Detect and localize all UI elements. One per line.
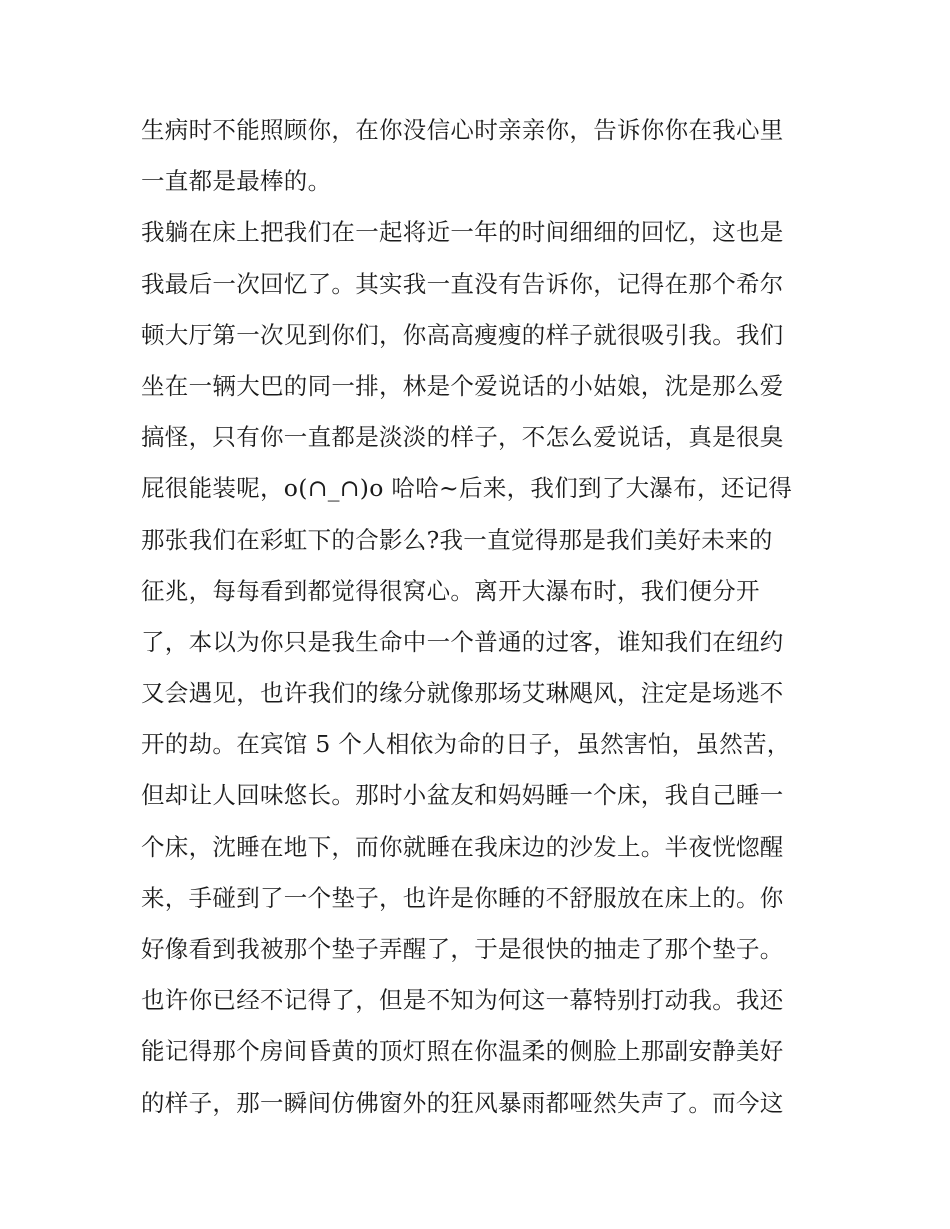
text-line-2: 一直都是最棒的。 xyxy=(141,167,332,196)
text-line-16: 来，手碰到了一个垫子，也许是你睡的不舒服放在床上的。你 xyxy=(141,883,784,912)
text-line-9: 那张我们在彩虹下的合影么?我一直觉得那是我们美好未来的 xyxy=(141,525,773,554)
text-line-1: 生病时不能照顾你，在你没信心时亲亲你，告诉你你在我心里 xyxy=(141,116,784,144)
text-line-13: 开的劫。在宾馆 5 个人相依为命的日子，虽然害怕，虽然苦， xyxy=(141,730,791,759)
text-line-12: 又会遇见，也许我们的缘分就像那场艾琳飓风，注定是场逃不 xyxy=(141,679,784,708)
text-line-10: 征兆，每每看到都觉得很窝心。离开大瀑布时，我们便分开 xyxy=(141,576,760,605)
text-line-8: 屁很能装呢，o(∩_∩)o 哈哈~后来，我们到了大瀑布，还记得 xyxy=(141,474,793,503)
text-line-17: 好像看到我被那个垫子弄醒了，于是很快的抽走了那个垫子。 xyxy=(141,935,784,963)
text-line-15: 个床，沈睡在地下，而你就睡在我床边的沙发上。半夜恍惚醒 xyxy=(141,832,784,861)
text-line-3: 我躺在床上把我们在一起将近一年的时间细细的回忆，这也是 xyxy=(141,218,784,247)
text-line-20: 的样子，那一瞬间仿佛窗外的狂风暴雨都哑然失声了。而今这 xyxy=(141,1088,784,1117)
text-line-18: 也许你已经不记得了，但是不知为何这一幕特别打动我。我还 xyxy=(141,986,784,1015)
text-line-6: 坐在一辆大巴的同一排，林是个爱说话的小姑娘，沈是那么爱 xyxy=(141,371,784,400)
text-line-11: 了，本以为你只是我生命中一个普通的过客，谁知我们在纽约 xyxy=(141,627,784,656)
text-line-7: 搞怪，只有你一直都是淡淡的样子，不怎么爱说话，真是很臭 xyxy=(141,423,784,452)
text-line-5: 顿大厅第一次见到你们，你高高瘦瘦的样子就很吸引我。我们 xyxy=(141,320,784,349)
text-line-19: 能记得那个房间昏黄的顶灯照在你温柔的侧脸上那副安静美好 xyxy=(141,1037,784,1066)
text-line-4: 我最后一次回忆了。其实我一直没有告诉你，记得在那个希尔 xyxy=(141,269,784,298)
body-text xyxy=(141,105,821,1129)
text-line-14: 但却让人回味悠长。那时小盆友和妈妈睡一个床，我自己睡一 xyxy=(141,781,784,810)
